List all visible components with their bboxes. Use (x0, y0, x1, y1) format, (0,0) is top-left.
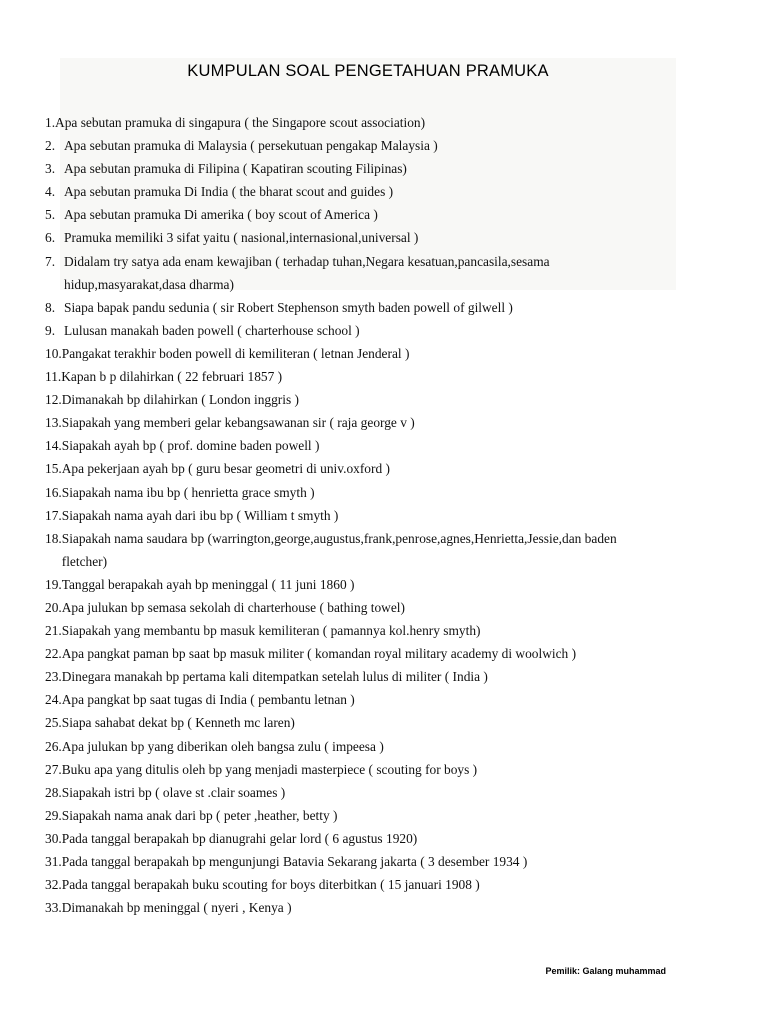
question-item (45, 504, 735, 527)
question-text: Apa sebutan pramuka di singapura ( the Singapore scout association) (55, 115, 426, 130)
question-text: Siapakah ayah bp ( prof. domine baden powell ) (61, 438, 320, 454)
question-text: Siapakah nama saudara bp (warrington,george,augustus,frank,penrose,agnes,Henrietta,Jessie,dan baden fletcher) (61, 530, 617, 569)
question-item (45, 434, 735, 457)
question-number: 6. (45, 230, 56, 246)
question-number: 29. (45, 807, 62, 823)
question-item (45, 481, 735, 504)
question-item (45, 180, 735, 203)
question-text: Pada tanggal berapakah buku scouting for boys diterbitkan ( 15 januari 1908 ) (61, 877, 480, 893)
question-item (45, 827, 735, 850)
question-item (45, 688, 735, 711)
question-number: 4. (45, 184, 56, 200)
question-text: Didalam try satya ada enam kewajiban ( terhadap tuhan,Negara kesatuan,pancasila,sesama hidup,masyarakat,dasa dharma) (64, 253, 550, 292)
question-text: Siapakah yang memberi gelar kebangsawanan sir ( raja george v ) (61, 415, 415, 431)
question-number: 28. (45, 784, 62, 800)
question-text: Apa julukan bp semasa sekolah di charterhouse ( bathing towel) (61, 599, 405, 615)
question-item (45, 388, 735, 411)
question-number: 17. (45, 507, 62, 523)
question-number: 19. (45, 576, 62, 592)
question-text: Apa pangkat bp saat tugas di India ( pembantu letnan ) (61, 692, 355, 708)
question-list (45, 111, 735, 919)
question-text: Siapakah istri bp ( olave st .clair soames ) (61, 784, 286, 800)
question-item (45, 735, 735, 758)
question-number: 24. (45, 692, 62, 708)
question-item (45, 342, 735, 365)
question-number: 12. (45, 392, 62, 408)
question-item (45, 250, 735, 296)
question-number: 11. (45, 369, 62, 385)
question-item (45, 758, 735, 781)
question-text: Siapakah nama anak dari bp ( peter ,heather, betty ) (61, 807, 338, 823)
question-text: Apa julukan bp yang diberikan oleh bangsa zulu ( impeesa ) (61, 738, 384, 754)
question-item (45, 527, 735, 573)
question-text: Lulusan manakah baden powell ( charterhouse school ) (64, 322, 360, 338)
question-text: Apa sebutan pramuka Di India ( the bharat scout and guides ) (64, 184, 394, 200)
question-item (45, 457, 735, 480)
question-text: Siapakah yang membantu bp masuk kemiliteran ( pamannya kol.henry smyth) (61, 623, 481, 639)
question-text: Apa pekerjaan ayah bp ( guru besar geometri di univ.oxford ) (61, 461, 390, 477)
question-item (45, 711, 735, 734)
question-number: 1. (45, 115, 56, 130)
question-item (45, 873, 735, 896)
question-item (45, 573, 735, 596)
question-item (45, 203, 735, 226)
question-item (45, 411, 735, 434)
question-number: 2. (45, 138, 56, 154)
question-number: 33. (45, 900, 62, 916)
question-number: 15. (45, 461, 62, 477)
question-item (45, 111, 735, 134)
question-item (45, 804, 735, 827)
question-text: Siapakah nama ibu bp ( henrietta grace smyth ) (61, 484, 315, 500)
question-item (45, 365, 735, 388)
question-number: 3. (45, 161, 56, 177)
question-item (45, 665, 735, 688)
question-item (45, 642, 735, 665)
question-text: Apa sebutan pramuka Di amerika ( boy scout of America ) (64, 207, 378, 223)
question-number: 13. (45, 415, 62, 431)
question-text: Pada tanggal berapakah bp dianugrahi gelar lord ( 6 agustus 1920) (61, 830, 418, 846)
question-text: Kapan b p dilahirkan ( 22 februari 1857 ) (61, 369, 283, 385)
question-number: 26. (45, 738, 62, 754)
question-item (45, 781, 735, 804)
question-text: Pangakat terakhir boden powell di kemiliteran ( letnan Jenderal ) (61, 345, 410, 361)
question-item (45, 619, 735, 642)
question-text: Siapa bapak pandu sedunia ( sir Robert Stephenson smyth baden powell of gilwell ) (64, 299, 513, 315)
question-number: 16. (45, 484, 62, 500)
question-number: 14. (45, 438, 62, 454)
question-text: Apa sebutan pramuka di Filipina ( Kapatiran scouting Filipinas) (64, 161, 407, 177)
question-item (45, 226, 735, 249)
question-number: 23. (45, 669, 62, 685)
question-text: Pada tanggal berapakah bp mengunjungi Batavia Sekarang jakarta ( 3 desember 1934 ) (61, 854, 528, 869)
question-text: Dimanakah bp dilahirkan ( London inggris ) (61, 392, 300, 408)
question-number: 25. (45, 715, 62, 731)
question-item (45, 134, 735, 157)
question-number: 32. (45, 877, 62, 893)
question-text: Tanggal berapakah ayah bp meninggal ( 11 juni 1860 ) (61, 576, 355, 592)
question-number: 9. (45, 322, 56, 338)
question-item (45, 319, 735, 342)
question-item (45, 157, 735, 180)
question-number: 20. (45, 599, 62, 615)
question-number: 5. (45, 207, 56, 223)
question-number: 22. (45, 646, 62, 662)
question-number: 10. (45, 345, 62, 361)
question-text: Siapakah nama ayah dari ibu bp ( William t smyth ) (61, 507, 339, 523)
question-text: Apa pangkat paman bp saat bp masuk militer ( komandan royal military academy di woolwich ) (61, 646, 577, 662)
question-number: 27. (45, 761, 62, 777)
question-text: Dimanakah bp meninggal ( nyeri , Kenya ) (61, 900, 292, 916)
question-number: 7. (45, 253, 56, 269)
question-text: Buku apa yang ditulis oleh bp yang menjadi masterpiece ( scouting for boys ) (61, 761, 478, 777)
question-item (45, 596, 735, 619)
question-text: Dinegara manakah bp pertama kali ditempatkan setelah lulus di militer ( India ) (61, 669, 488, 685)
question-item (45, 296, 735, 319)
document-title: KUMPULAN SOAL PENGETAHUAN PRAMUKA (187, 62, 549, 80)
question-number: 30. (45, 830, 62, 846)
question-number: 31. (45, 854, 62, 869)
question-text: Apa sebutan pramuka di Malaysia ( persekutuan pengakap Malaysia ) (64, 138, 438, 154)
question-number: 21. (45, 623, 62, 639)
owner-label: Pemilik: Galang muhammad (545, 966, 666, 976)
question-item (45, 896, 735, 919)
question-text: Siapa sahabat dekat bp ( Kenneth mc laren) (61, 715, 295, 731)
question-item (45, 850, 735, 873)
question-number: 18. (45, 530, 62, 546)
question-number: 8. (45, 299, 56, 315)
question-text: Pramuka memiliki 3 sifat yaitu ( nasional,internasional,universal ) (64, 230, 419, 246)
